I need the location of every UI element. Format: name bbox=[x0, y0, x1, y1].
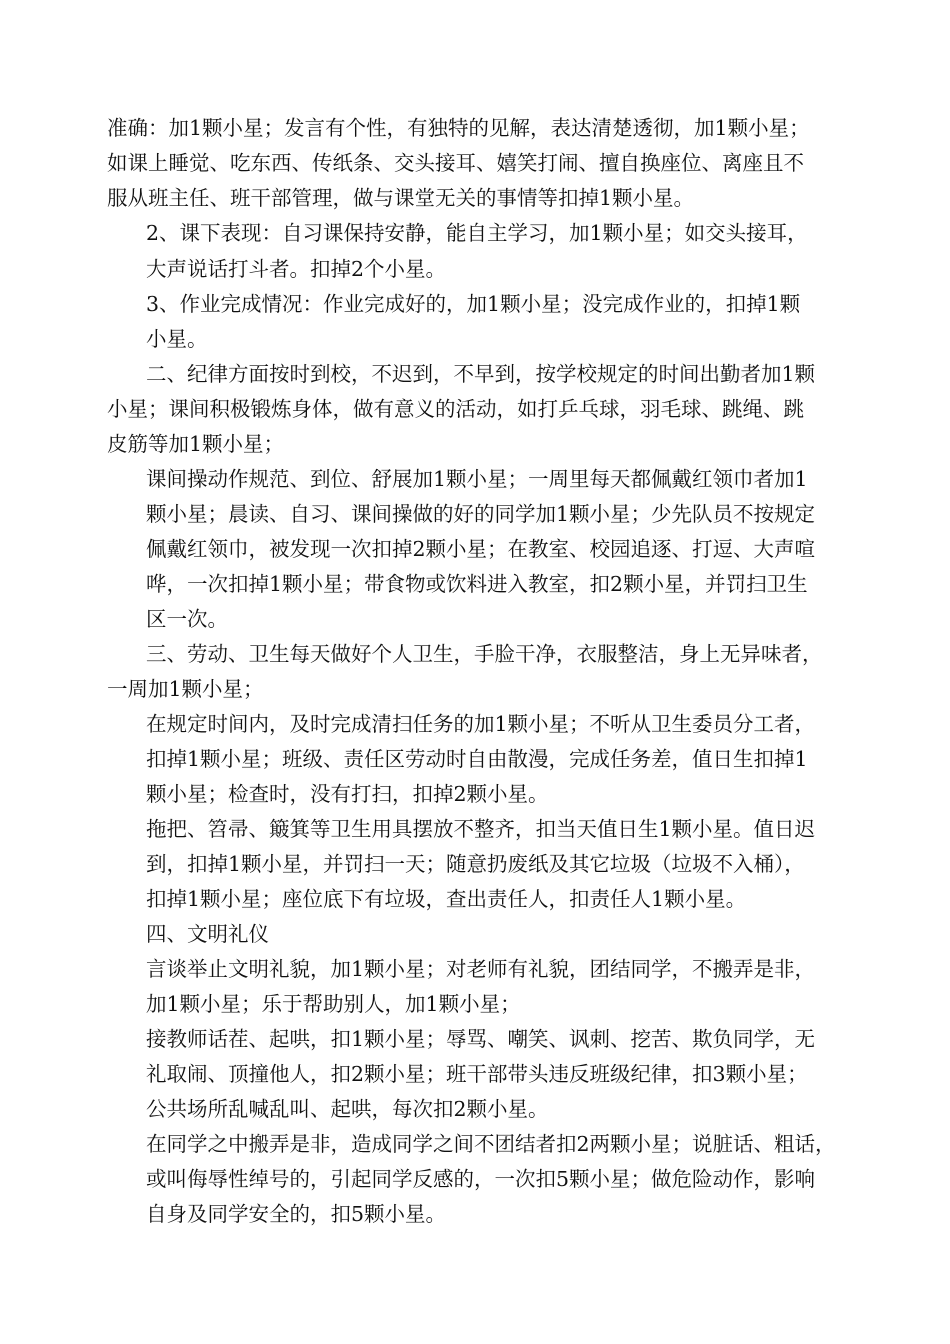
text-line: 加1颗小星；乐于帮助别人，加1颗小星； bbox=[146, 992, 521, 1016]
text-line: 扣掉1颗小星；座位底下有垃圾，查出责任人，扣责任人1颗小星。 bbox=[146, 887, 747, 911]
text-line: 接教师话茬、起哄，扣1颗小星；辱骂、嘲笑、讽刺、挖苦、欺负同学，无 bbox=[146, 1027, 816, 1051]
text-line: 到，扣掉1颗小星，并罚扫一天；随意扔废纸及其它垃圾（垃圾不入桶）， bbox=[146, 852, 805, 876]
text-line: 二、纪律方面按时到校，不迟到，不早到，按学校规定的时间出勤者加1颗 bbox=[146, 362, 816, 386]
text-line: 服从班主任、班干部管理，做与课堂无关的事情等扣掉1颗小星。 bbox=[107, 186, 695, 210]
text-line: 2、课下表现：自习课保持安静，能自主学习，加1颗小星；如交头接耳， bbox=[146, 221, 808, 245]
text-line: 一周加1颗小星； bbox=[107, 677, 264, 701]
text-line: 自身及同学安全的，扣5颗小星。 bbox=[146, 1202, 447, 1226]
text-line: 3、作业完成情况：作业完成好的，加1颗小星；没完成作业的，扣掉1颗 bbox=[146, 292, 801, 316]
text-line: 三、劳动、卫生每天做好个人卫生，手脸干净，衣服整洁，身上无异味者， bbox=[146, 642, 823, 666]
text-line: 哗，一次扣掉1颗小星；带食物或饮料进入教室，扣2颗小星，并罚扫卫生 bbox=[146, 572, 808, 596]
text-line: 皮筋等加1颗小星； bbox=[107, 432, 285, 456]
text-line: 如课上睡觉、吃东西、传纸条、交头接耳、嬉笑打闹、擅自换座位、离座且不 bbox=[107, 151, 804, 175]
text-line: 区一次。 bbox=[146, 607, 228, 631]
text-line: 课间操动作规范、到位、舒展加1颗小星；一周里每天都佩戴红领巾者加1 bbox=[146, 467, 808, 491]
text-line: 颗小星；晨读、自习、课间操做的好的同学加1颗小星；少先队员不按规定 bbox=[146, 502, 816, 526]
text-line: 小星。 bbox=[146, 327, 208, 351]
text-line: 准确：加1颗小星；发言有个性，有独特的见解，表达清楚透彻，加1颗小星； bbox=[107, 116, 810, 140]
text-line: 四、文明礼仪 bbox=[146, 922, 269, 946]
text-line: 佩戴红领巾，被发现一次扣掉2颗小星；在教室、校园追逐、打逗、大声喧 bbox=[146, 537, 816, 561]
text-line: 拖把、笤帚、簸箕等卫生用具摆放不整齐，扣当天值日生1颗小星。值日迟 bbox=[146, 817, 816, 841]
text-line: 颗小星；检查时，没有打扫，扣掉2颗小星。 bbox=[146, 782, 549, 806]
text-line: 在同学之中搬弄是非，造成同学之间不团结者扣2两颗小星；说脏话、粗话， bbox=[146, 1132, 836, 1156]
text-line: 或叫侮辱性绰号的，引起同学反感的，一次扣5颗小星；做危险动作，影响 bbox=[146, 1167, 816, 1191]
text-line: 小星；课间积极锻炼身体，做有意义的活动，如打乒乓球，羽毛球、跳绳、跳 bbox=[107, 397, 804, 421]
text-line: 礼取闹、顶撞他人，扣2颗小星；班干部带头违反班级纪律，扣3颗小星； bbox=[146, 1062, 808, 1086]
text-line: 公共场所乱喊乱叫、起哄，每次扣2颗小星。 bbox=[146, 1097, 549, 1121]
text-line: 扣掉1颗小星；班级、责任区劳动时自由散漫，完成任务差，值日生扣掉1 bbox=[146, 747, 808, 771]
text-line: 言谈举止文明礼貌，加1颗小星；对老师有礼貌，团结同学，不搬弄是非， bbox=[146, 957, 816, 981]
text-line: 大声说话打斗者。扣掉2个小星。 bbox=[146, 257, 447, 281]
text-line: 在规定时间内，及时完成清扫任务的加1颗小星；不听从卫生委员分工者， bbox=[146, 712, 816, 736]
